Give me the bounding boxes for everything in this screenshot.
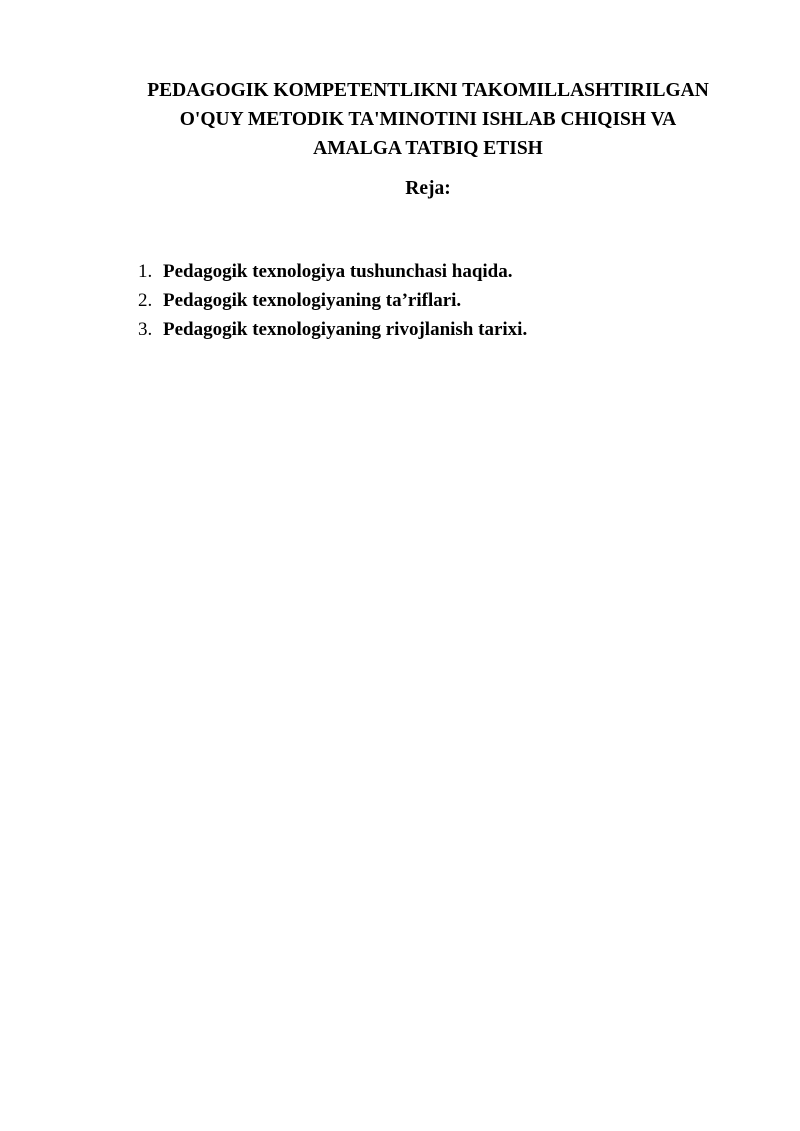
plan-item-number: 3. bbox=[138, 319, 153, 340]
plan-item-number: 1. bbox=[138, 261, 153, 282]
plan-item-text: Pedagogik texnologiyaning ta’riflari. bbox=[163, 290, 462, 311]
plan-list bbox=[138, 257, 527, 344]
plan-heading: Reja: bbox=[405, 178, 451, 199]
title-line-3: AMALGA TATBIQ ETISH bbox=[313, 138, 543, 159]
plan-item bbox=[138, 257, 527, 286]
plan-item-text: Pedagogik texnologiyaning rivojlanish tarixi. bbox=[163, 319, 528, 340]
document-title bbox=[100, 76, 756, 163]
plan-item bbox=[138, 315, 527, 344]
title-line-1: PEDAGOGIK KOMPETENTLIKNI TAKOMILLASHTIRILGAN bbox=[147, 80, 709, 101]
plan-item-number: 2. bbox=[138, 290, 153, 311]
plan-item bbox=[138, 286, 527, 315]
plan-item-text: Pedagogik texnologiya tushunchasi haqida. bbox=[163, 261, 513, 282]
title-line-2: O'QUY METODIK TA'MINOTINI ISHLAB CHIQISH VA bbox=[179, 109, 677, 130]
